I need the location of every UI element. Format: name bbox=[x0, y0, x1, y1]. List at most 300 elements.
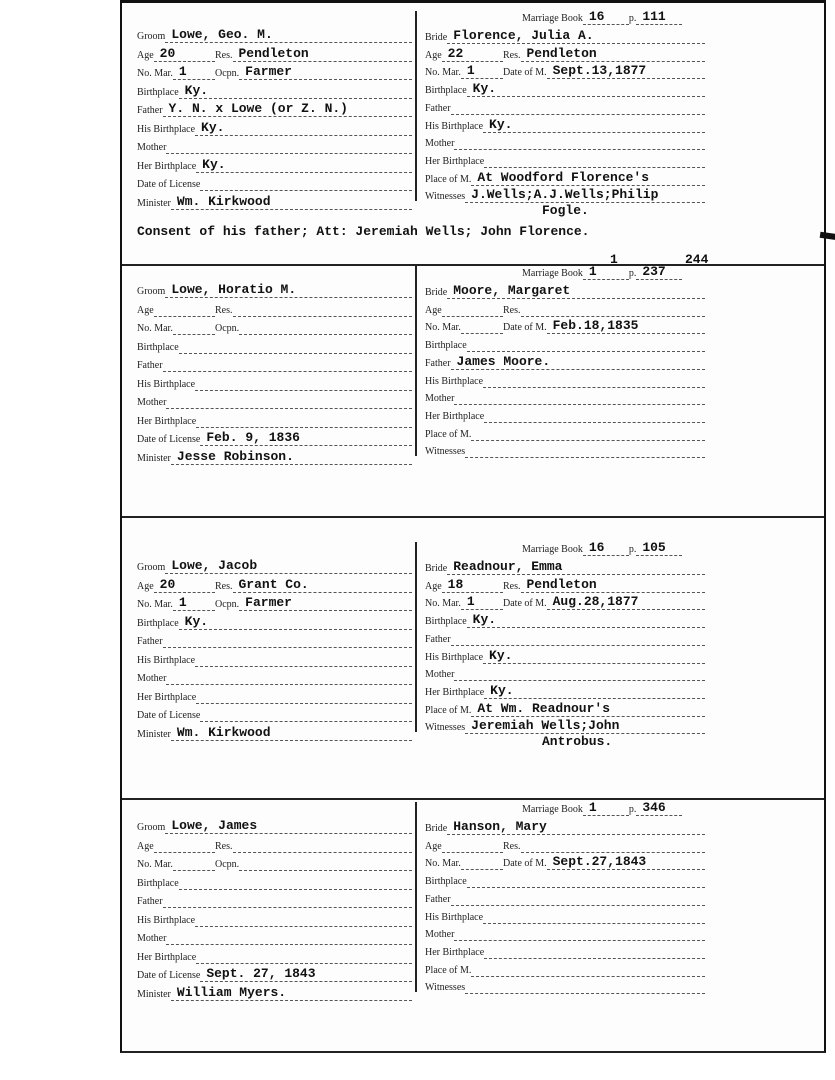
bride-row bbox=[425, 81, 705, 97]
groom-row bbox=[137, 46, 412, 62]
field-label: Date of M. bbox=[503, 858, 547, 870]
groom-row bbox=[137, 338, 412, 354]
bride-row bbox=[425, 648, 705, 664]
field bbox=[215, 47, 412, 62]
field bbox=[425, 429, 705, 441]
field-label: Mother bbox=[425, 393, 455, 405]
field-value bbox=[154, 852, 215, 853]
bride-row bbox=[425, 819, 705, 835]
field-label: Birthplace bbox=[137, 877, 179, 889]
column-divider bbox=[415, 802, 417, 992]
field-label: Mother bbox=[137, 142, 167, 153]
field-value bbox=[465, 457, 705, 458]
field-label: No. Mar. bbox=[137, 859, 173, 870]
bride-row bbox=[425, 372, 705, 388]
field bbox=[425, 684, 705, 699]
groom-row bbox=[137, 966, 412, 982]
bride-row bbox=[425, 594, 705, 610]
field bbox=[425, 894, 705, 906]
field-value bbox=[195, 390, 412, 391]
field-value bbox=[173, 334, 215, 335]
groom-row bbox=[137, 558, 412, 574]
field-label: No. Mar. bbox=[137, 599, 173, 610]
field-label: No. Mar. bbox=[425, 322, 461, 334]
field-value: 1 bbox=[461, 595, 503, 610]
field-value: Jeremiah Wells;John bbox=[465, 719, 705, 734]
bride-row bbox=[425, 837, 705, 853]
field bbox=[425, 912, 705, 924]
field bbox=[425, 702, 705, 717]
field-value: Lowe, Geo. M. bbox=[165, 28, 412, 43]
field-value bbox=[484, 422, 705, 423]
field-value bbox=[195, 926, 412, 927]
field-label: Birthplace bbox=[425, 85, 467, 97]
field-value bbox=[173, 870, 215, 871]
field-label: Groom bbox=[137, 286, 166, 297]
bride-row bbox=[425, 301, 705, 317]
marriage-book-row bbox=[522, 800, 722, 816]
field-value bbox=[483, 923, 705, 924]
field-value: Farmer bbox=[239, 596, 412, 611]
field bbox=[425, 719, 705, 734]
field bbox=[137, 615, 412, 630]
field bbox=[425, 411, 705, 423]
bride-row bbox=[425, 925, 705, 941]
field-value bbox=[233, 316, 413, 317]
field-label: Age bbox=[137, 580, 154, 592]
groom-row bbox=[137, 430, 412, 446]
field bbox=[425, 29, 705, 44]
bride-row bbox=[425, 117, 705, 133]
field-value bbox=[200, 721, 412, 722]
bride-row bbox=[425, 630, 705, 646]
field bbox=[425, 82, 705, 97]
field-value: Pendleton bbox=[521, 47, 706, 62]
bride-row bbox=[425, 407, 705, 423]
field-label: Mother bbox=[425, 138, 455, 150]
field-value bbox=[179, 353, 412, 354]
field bbox=[503, 305, 705, 317]
field-label: Res. bbox=[215, 49, 233, 61]
field-label: Date of License bbox=[137, 970, 201, 981]
field bbox=[503, 64, 705, 79]
field-value: Ky. bbox=[483, 118, 705, 133]
field-value bbox=[484, 958, 705, 959]
field-label: Minister bbox=[137, 452, 171, 464]
bride-row bbox=[425, 99, 705, 115]
marriage-book-label: p. bbox=[628, 268, 637, 279]
field-label: Place of M. bbox=[425, 964, 472, 976]
page-number: 346 bbox=[636, 801, 682, 816]
field-label: Age bbox=[137, 304, 154, 316]
field-label: Father bbox=[137, 360, 163, 371]
bride-row bbox=[425, 890, 705, 906]
field bbox=[137, 102, 412, 117]
field-label: Minister bbox=[137, 728, 171, 740]
edge-mark bbox=[820, 232, 835, 240]
field bbox=[137, 819, 412, 834]
field bbox=[425, 305, 503, 317]
field-label: Mother bbox=[137, 397, 167, 408]
field bbox=[425, 156, 705, 168]
field-value: Jesse Robinson. bbox=[171, 450, 412, 465]
field-value: Aug.28,1877 bbox=[547, 595, 705, 610]
field-value: Ky. bbox=[179, 84, 412, 99]
field-value bbox=[521, 316, 706, 317]
field-label: Father bbox=[137, 636, 163, 647]
field bbox=[137, 397, 412, 409]
field-label: Age bbox=[137, 49, 154, 61]
field bbox=[137, 986, 412, 1001]
bride-row bbox=[425, 872, 705, 888]
groom-row bbox=[137, 818, 412, 834]
marriage-book-row bbox=[522, 9, 722, 25]
field-label: Age bbox=[425, 840, 442, 852]
field bbox=[215, 859, 412, 871]
field-value bbox=[239, 870, 412, 871]
groom-row bbox=[137, 356, 412, 372]
field-value: Lowe, James bbox=[165, 819, 412, 834]
field-value bbox=[166, 944, 412, 945]
field bbox=[137, 379, 412, 391]
field-label: His Birthplace bbox=[425, 651, 484, 663]
field-label: Birthplace bbox=[425, 876, 467, 888]
field-value bbox=[154, 316, 215, 317]
field-value bbox=[239, 334, 412, 335]
field-value bbox=[233, 852, 413, 853]
bride-row bbox=[425, 318, 705, 334]
field-label: Witnesses bbox=[425, 446, 466, 458]
witnesses-continuation: Antrobus. bbox=[542, 734, 613, 749]
field bbox=[137, 841, 215, 853]
field bbox=[137, 878, 412, 890]
field-value: Florence, Julia A. bbox=[447, 29, 705, 44]
field-label: Her Birthplace bbox=[137, 691, 197, 703]
groom-row bbox=[137, 282, 412, 298]
field-label: Groom bbox=[137, 31, 166, 42]
field-label: Res. bbox=[503, 49, 521, 61]
field-value: Wm. Kirkwood bbox=[171, 195, 412, 210]
groom-row bbox=[137, 911, 412, 927]
field-label: Age bbox=[425, 304, 442, 316]
bride-row bbox=[425, 577, 705, 593]
field-label: Date of License bbox=[137, 710, 201, 721]
groom-row bbox=[137, 393, 412, 409]
field-value: Ky. bbox=[483, 649, 705, 664]
column-divider bbox=[415, 11, 417, 201]
field-label: Bride bbox=[425, 823, 448, 834]
groom-row bbox=[137, 412, 412, 428]
field-value bbox=[200, 190, 412, 191]
field-label: Father bbox=[425, 893, 451, 905]
column-divider bbox=[415, 542, 417, 732]
field-value: Y. N. x Lowe (or Z. N.) bbox=[163, 102, 412, 117]
groom-row bbox=[137, 651, 412, 667]
book-number: 16 bbox=[583, 10, 629, 25]
field-label: Ocpn. bbox=[215, 859, 240, 870]
field-label: No. Mar. bbox=[425, 598, 461, 610]
field-label: Ocpn. bbox=[215, 323, 240, 334]
field-value bbox=[195, 666, 412, 667]
field bbox=[137, 710, 412, 722]
field-value bbox=[454, 940, 705, 941]
field-label: No. Mar. bbox=[137, 68, 173, 79]
marriage-book-row bbox=[522, 540, 722, 556]
field bbox=[425, 284, 705, 299]
field bbox=[425, 560, 705, 575]
field-label: His Birthplace bbox=[425, 911, 484, 923]
field-label: Ocpn. bbox=[215, 68, 240, 79]
bride-row bbox=[425, 46, 705, 62]
field-value bbox=[471, 976, 705, 977]
field-label: No. Mar. bbox=[425, 67, 461, 79]
field-label: No. Mar. bbox=[137, 323, 173, 334]
field-value bbox=[451, 905, 705, 906]
field bbox=[137, 65, 215, 80]
field-value: Lowe, Horatio M. bbox=[165, 283, 412, 298]
page-number-correction: 244 bbox=[685, 252, 709, 267]
field bbox=[137, 195, 412, 210]
bride-row bbox=[425, 336, 705, 352]
book-number: 1 bbox=[583, 801, 629, 816]
field-label: Her Birthplace bbox=[425, 946, 485, 958]
groom-row bbox=[137, 449, 412, 465]
field-label: Birthplace bbox=[137, 86, 179, 98]
field-value bbox=[454, 149, 705, 150]
field-value: 20 bbox=[154, 578, 215, 593]
field bbox=[215, 578, 412, 593]
field bbox=[137, 896, 412, 908]
field-label: His Birthplace bbox=[137, 123, 196, 135]
book-number: 16 bbox=[583, 541, 629, 556]
field bbox=[425, 64, 503, 79]
field-value: 18 bbox=[442, 578, 503, 593]
field bbox=[137, 859, 215, 871]
field-label: Res. bbox=[215, 580, 233, 592]
field-label: Date of M. bbox=[503, 598, 547, 610]
field bbox=[215, 596, 412, 611]
field-value: Ky. bbox=[195, 121, 412, 136]
field bbox=[137, 47, 215, 62]
field-label: Birthplace bbox=[425, 616, 467, 628]
field bbox=[425, 47, 503, 62]
field bbox=[425, 613, 705, 628]
field bbox=[425, 649, 705, 664]
field-value bbox=[451, 114, 705, 115]
bride-row bbox=[425, 908, 705, 924]
field-label: Her Birthplace bbox=[425, 686, 485, 698]
field-value bbox=[163, 647, 412, 648]
field-label: Her Birthplace bbox=[137, 951, 197, 963]
groom-row bbox=[137, 194, 412, 210]
field bbox=[425, 929, 705, 941]
field-value: Hanson, Mary bbox=[447, 820, 705, 835]
groom-row bbox=[137, 595, 412, 611]
field bbox=[215, 305, 412, 317]
field-label: Res. bbox=[215, 304, 233, 316]
field bbox=[137, 142, 412, 154]
field bbox=[137, 283, 412, 298]
bride-row bbox=[425, 854, 705, 870]
field bbox=[137, 636, 412, 648]
field-label: His Birthplace bbox=[137, 378, 196, 390]
groom-row bbox=[137, 706, 412, 722]
bride-row bbox=[425, 63, 705, 79]
field bbox=[137, 915, 412, 927]
field bbox=[425, 858, 503, 870]
field-label: Place of M. bbox=[425, 428, 472, 440]
field bbox=[137, 655, 412, 667]
field bbox=[425, 947, 705, 959]
field-value bbox=[521, 852, 706, 853]
field bbox=[425, 446, 705, 458]
field-value: Feb. 9, 1836 bbox=[200, 431, 412, 446]
field bbox=[137, 179, 412, 191]
groom-row bbox=[137, 855, 412, 871]
bride-row bbox=[425, 152, 705, 168]
field-value: Sept.13,1877 bbox=[547, 64, 705, 79]
witnesses-continuation: Fogle. bbox=[542, 203, 589, 218]
book-number-correction: 1 bbox=[610, 252, 618, 267]
field-label: His Birthplace bbox=[425, 120, 484, 132]
field-label: Birthplace bbox=[137, 617, 179, 629]
field bbox=[137, 967, 412, 982]
groom-row bbox=[137, 614, 412, 630]
bride-row bbox=[425, 354, 705, 370]
field bbox=[137, 323, 215, 335]
field-label: Her Birthplace bbox=[425, 410, 485, 422]
field-label: Birthplace bbox=[425, 340, 467, 352]
field-label: Res. bbox=[503, 580, 521, 592]
field-value: At Wm. Readnour's bbox=[471, 702, 705, 717]
bride-row bbox=[425, 28, 705, 44]
field-value: Wm. Kirkwood bbox=[171, 726, 412, 741]
field bbox=[137, 431, 412, 446]
field-value bbox=[483, 387, 705, 388]
bride-row bbox=[425, 283, 705, 299]
field-label: No. Mar. bbox=[425, 858, 461, 870]
field-value: Ky. bbox=[196, 158, 412, 173]
field-value bbox=[465, 993, 705, 994]
groom-row bbox=[137, 83, 412, 99]
card-separator bbox=[122, 516, 824, 518]
field bbox=[425, 965, 705, 977]
field bbox=[425, 595, 503, 610]
field-value bbox=[166, 408, 412, 409]
field bbox=[425, 876, 705, 888]
field-label: Mother bbox=[137, 933, 167, 944]
field bbox=[425, 820, 705, 835]
bride-row bbox=[425, 683, 705, 699]
field bbox=[503, 319, 705, 334]
field bbox=[137, 158, 412, 173]
groom-row bbox=[137, 64, 412, 80]
field-value bbox=[454, 680, 705, 681]
field-label: Her Birthplace bbox=[425, 155, 485, 167]
field-label: Witnesses bbox=[425, 982, 466, 994]
groom-row bbox=[137, 632, 412, 648]
field-value bbox=[442, 316, 503, 317]
field-value: Pendleton bbox=[233, 47, 413, 62]
field bbox=[137, 305, 215, 317]
field bbox=[137, 450, 412, 465]
field-label: Minister bbox=[137, 197, 171, 209]
field-value: At Woodford Florence's bbox=[471, 171, 705, 186]
field bbox=[137, 673, 412, 685]
field bbox=[425, 982, 705, 994]
field bbox=[137, 342, 412, 354]
field-value: Feb.18,1835 bbox=[547, 319, 705, 334]
field-label: Mother bbox=[137, 673, 167, 684]
field-label: Father bbox=[425, 102, 451, 114]
field bbox=[137, 416, 412, 428]
field bbox=[503, 841, 705, 853]
field-label: Father bbox=[425, 357, 451, 369]
marriage-book-label: p. bbox=[628, 544, 637, 555]
field-value: James Moore. bbox=[451, 355, 705, 370]
field-label: Bride bbox=[425, 563, 448, 574]
groom-row bbox=[137, 874, 412, 890]
field-label: Place of M. bbox=[425, 173, 472, 185]
field-value bbox=[196, 703, 412, 704]
field-label: Res. bbox=[503, 304, 521, 316]
field bbox=[503, 855, 705, 870]
groom-row bbox=[137, 688, 412, 704]
field bbox=[137, 596, 215, 611]
field-label: His Birthplace bbox=[137, 914, 196, 926]
marriage-book-label: Marriage Book bbox=[522, 268, 583, 279]
bride-row bbox=[425, 943, 705, 959]
field bbox=[137, 692, 412, 704]
field-label: Age bbox=[425, 49, 442, 61]
consent-note: Consent of his father; Att: Jeremiah Wells; John Florence. bbox=[137, 224, 590, 239]
field-value bbox=[461, 333, 503, 334]
field bbox=[215, 841, 412, 853]
field-label: Her Birthplace bbox=[137, 415, 197, 427]
page-number: 111 bbox=[636, 10, 682, 25]
bride-row bbox=[425, 961, 705, 977]
bride-row bbox=[425, 389, 705, 405]
field-value bbox=[467, 351, 705, 352]
groom-row bbox=[137, 175, 412, 191]
field-label: Mother bbox=[425, 669, 455, 681]
groom-row bbox=[137, 669, 412, 685]
field-value bbox=[484, 167, 705, 168]
field bbox=[137, 28, 412, 43]
page-number: 237 bbox=[636, 265, 682, 280]
bride-row bbox=[425, 718, 705, 734]
bride-row bbox=[425, 442, 705, 458]
field bbox=[425, 322, 503, 334]
field bbox=[425, 103, 705, 115]
field-value: Lowe, Jacob bbox=[165, 559, 412, 574]
field-value bbox=[467, 887, 705, 888]
field-label: Date of M. bbox=[503, 322, 547, 334]
bride-row bbox=[425, 559, 705, 575]
field bbox=[425, 393, 705, 405]
bride-row bbox=[425, 701, 705, 717]
field bbox=[137, 121, 412, 136]
field bbox=[425, 355, 705, 370]
field-value: William Myers. bbox=[171, 986, 412, 1001]
field-value bbox=[454, 404, 705, 405]
field bbox=[137, 726, 412, 741]
field-value: 1 bbox=[461, 64, 503, 79]
field-label: His Birthplace bbox=[137, 654, 196, 666]
field-label: Age bbox=[137, 840, 154, 852]
groom-row bbox=[137, 157, 412, 173]
field bbox=[425, 118, 705, 133]
